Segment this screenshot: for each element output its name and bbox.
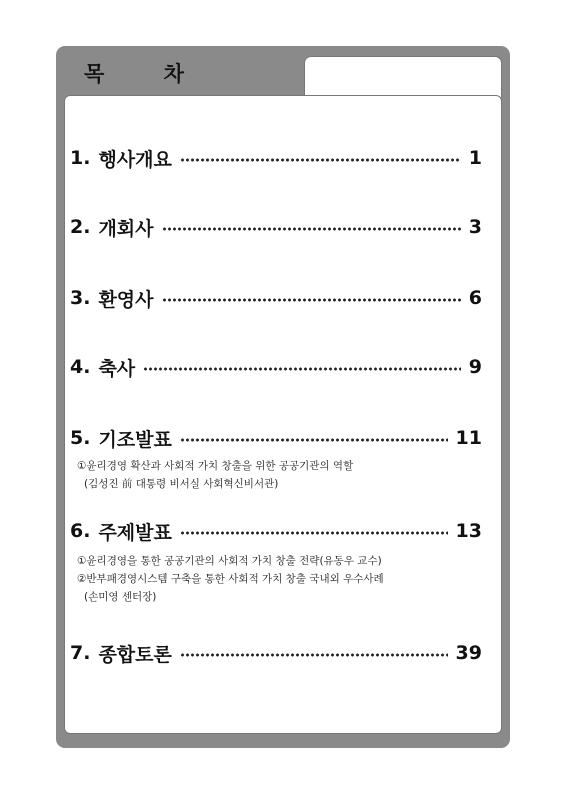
toc-entry[interactable]	[70, 283, 482, 313]
toc-line	[70, 516, 482, 546]
toc-page-number: 1	[468, 147, 482, 169]
toc-entry[interactable]	[70, 143, 482, 173]
toc-page-number: 9	[468, 356, 482, 378]
toc-sub-item: ①윤리경영 확산과 사회적 가치 창출을 위한 공공기관의 역할	[77, 460, 354, 472]
toc-number: 7.	[70, 642, 91, 664]
toc-line	[70, 352, 482, 382]
toc-entry[interactable]	[70, 212, 482, 242]
toc-title: 기조발표	[98, 428, 172, 451]
toc-line	[70, 143, 482, 173]
toc-page-number: 11	[455, 427, 482, 449]
dot-leader	[162, 227, 461, 231]
toc-number: 5.	[70, 427, 91, 449]
toc-entry[interactable]	[70, 352, 482, 382]
toc-number: 2.	[70, 216, 91, 238]
toc-page-number: 13	[455, 520, 482, 542]
toc-title: 환영사	[98, 288, 154, 311]
dot-leader	[162, 298, 461, 302]
toc-number: 1.	[70, 147, 91, 169]
toc-page-number: 6	[468, 287, 482, 309]
toc-entry[interactable]	[70, 638, 482, 668]
frame-tab-notch	[304, 56, 502, 97]
toc-entry[interactable]	[70, 516, 482, 606]
toc-number: 4.	[70, 356, 91, 378]
toc-title: 주제발표	[98, 521, 172, 544]
toc-line	[70, 638, 482, 668]
dot-leader	[143, 367, 461, 371]
toc-title: 개회사	[98, 217, 154, 240]
dot-leader	[180, 158, 461, 162]
toc-number: 3.	[70, 287, 91, 309]
toc-number: 6.	[70, 520, 91, 542]
toc-page-number: 3	[468, 216, 482, 238]
toc-title: 종합토론	[98, 643, 172, 666]
dot-leader	[180, 653, 448, 657]
toc-page-number: 39	[455, 642, 482, 664]
toc-line	[70, 283, 482, 313]
toc-title: 행사개요	[98, 148, 172, 171]
dot-leader	[180, 438, 448, 442]
toc-sub-item: ②반부패경영시스템 구축을 통한 사회적 가치 창출 국내외 우수사례	[77, 573, 384, 585]
toc-line	[70, 212, 482, 242]
toc-sub-item-speaker: (김성진 前 대통령 비서실 사회혁신비서관)	[84, 478, 279, 490]
toc-sub-item-speaker: (손미영 센터장)	[84, 591, 157, 603]
toc-entry[interactable]	[70, 423, 482, 493]
toc-line	[70, 423, 482, 453]
toc-heading: 목 차	[84, 62, 210, 86]
dot-leader	[180, 531, 448, 535]
toc-sub-item: ①윤리경영을 통한 공공기관의 사회적 가치 창출 전략(유동우 교수)	[77, 555, 382, 567]
toc-title: 축사	[98, 357, 136, 380]
